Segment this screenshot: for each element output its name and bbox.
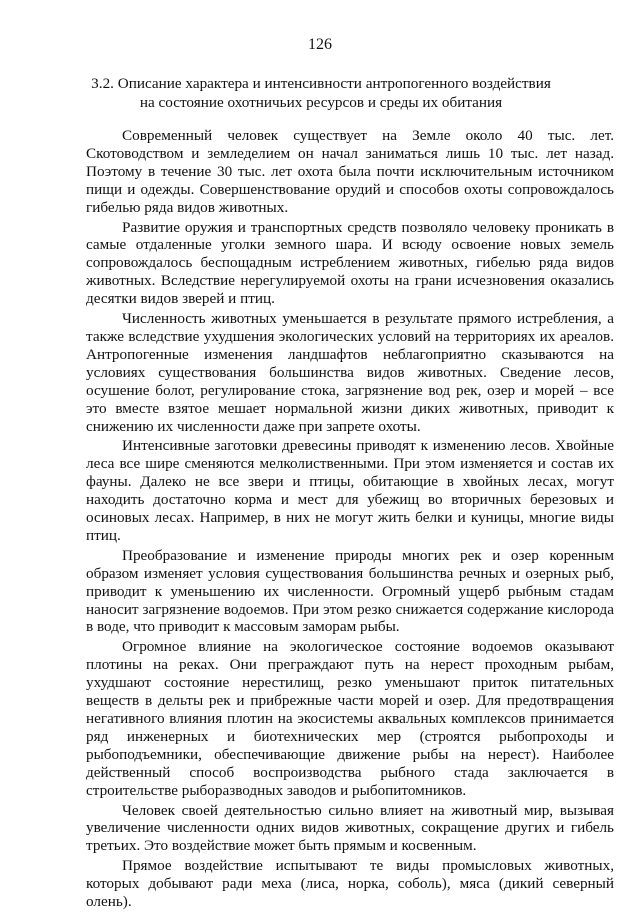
paragraph: Прямое воздействие испытывают те виды промысловых животных, которых добывают ради меха (лиса, норка, соболь), мяса (дикий северный олень).: [86, 857, 614, 911]
paragraph: Развитие оружия и транспортных средств позволяло человеку проникать в самые отдаленные уголки земного шара. И всюду освоение новых земель сопровождалось беспощадным истреблением животных, гибелью ряда видов животных. Вследствие нерегулируемой охоты на грани исчезновения оказались десятки видов зверей и птиц.: [86, 218, 614, 308]
paragraph: Численность животных уменьшается в результате прямого истребления, а также вследствие ухудшения экологических условий на территориях их ареалов. Антропогенные изменения ландшафтов неблагоприятно сказываются на условиях существования большинства видов животных. Сведение лесов, осушение болот, регулирование стока, загрязнение вод рек, озер и морей – все это вместе взятое мешает нормальной жизни диких животных, приводит к снижению их численности даже при запрете охоты.: [86, 310, 614, 435]
paragraph: Огромное влияние на экологическое состояние водоемов оказывают плотины на реках. Они преграждают путь на нерест проходным рыбам, ухудшают состояние нерестилищ, резко уменьшают приток питательных веществ в дельты рек и прибрежные части морей и озер. Для предотвращения негативного влияния плотин на экосистемы аквальных комплексов принимается ряд инженерных и биотехнических мер (строятся рыбопроходы и рыбоподъемники, обеспечивающие движение рыбы на нерест). Наиболее действенный способ воспроизводства рыбного стада заключается в строительстве рыборазводных заводов и рыбопитомников.: [86, 638, 614, 799]
page-number: 126: [308, 36, 332, 53]
section-heading: [86, 74, 556, 112]
paragraph: Преобразование и изменение природы многих рек и озер коренным образом изменяет условия существования большинства речных и озерных рыб, приводит к уменьшению их численности. Огромный ущерб рыбным стадам наносит загрязнение водоемов. При этом резко снижается содержание кислорода в воде, что приводит к массовым заморам рыбы.: [86, 546, 614, 636]
paragraph: Интенсивные заготовки древесины приводят к изменению лесов. Хвойные леса все шире сменяются мелколиственными. При этом изменяется и состав их фауны. Далеко не все звери и птицы, обитающие в хвойных лесах, могут находить достаточно корма и мест для убежищ во вторичных березовых и осиновых лесах. Например, в них не могут жить белки и куницы, многие виды птиц.: [86, 437, 614, 544]
paragraph: Человек своей деятельностью сильно влияет на животный мир, вызывая увеличение численности одних видов животных, сокращение других и гибель третьих. Это воздействие может быть прямым и косвенным.: [86, 801, 614, 855]
section-heading-line-2: на состояние охотничьих ресурсов и среды их обитания: [139, 94, 503, 111]
body-text: [86, 127, 614, 913]
paragraph: Современный человек существует на Земле около 40 тыс. лет. Скотоводством и земледелием он начал заниматься лишь 10 тыс. лет назад. Поэтому в течение 30 тыс. лет охота была почти исключительным источником пищи и одежды. Совершенствование орудий и способов охоты сопровождалось гибелью ряда видов животных.: [86, 127, 614, 216]
section-heading-line-1: 3.2. Описание характера и интенсивности антропогенного воздействия: [91, 75, 551, 92]
